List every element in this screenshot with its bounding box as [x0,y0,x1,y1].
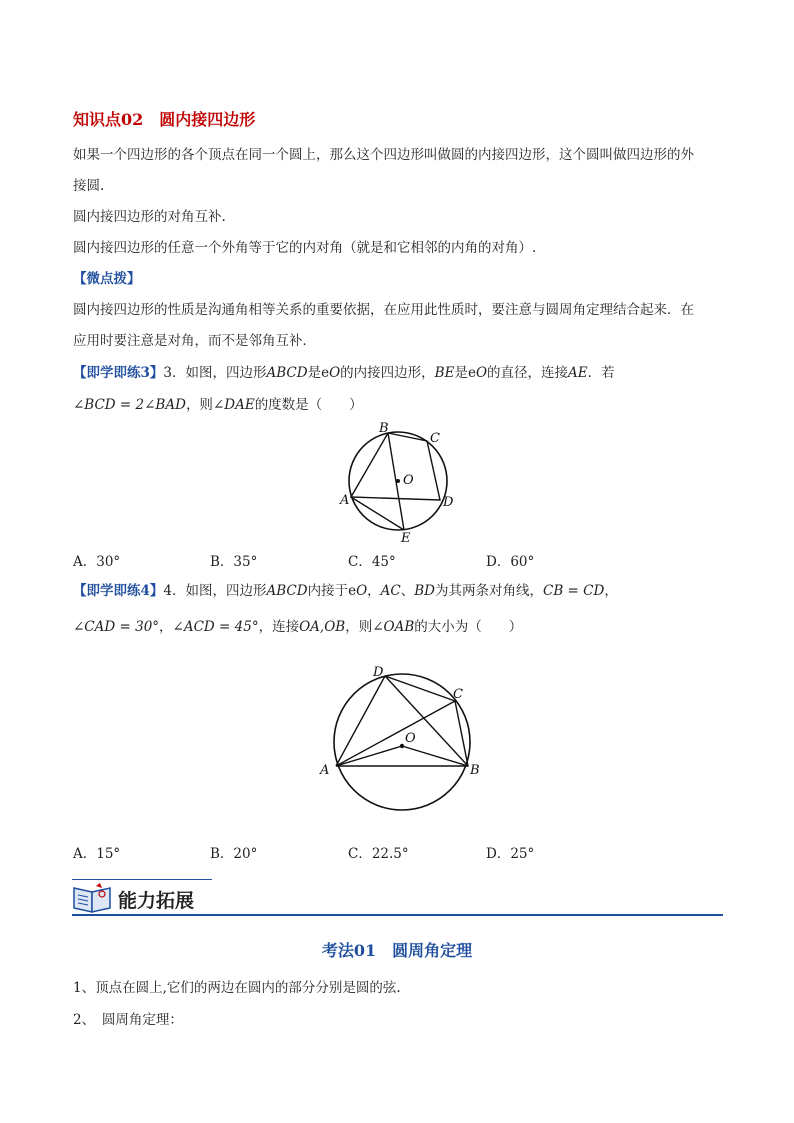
figure-3-label-c: C [430,431,440,446]
circle-symbol: e [321,365,330,381]
circle-symbol: e [467,365,476,381]
exercise-4-segments: OA,OB [299,619,346,635]
figure-4-center [400,744,404,748]
exercise-3-text: 的直径，连接 [487,365,569,381]
method-item-2: 2、 圆周角定理： [73,1012,183,1028]
exercise-4-text: ，则 [345,619,373,635]
tip-line-1: 圆内接四边形的性质是沟通角相等关系的重要依据，在应用此性质时，要注意与圆周角定理结合起来．在 [73,302,694,318]
exercise-4-figure [315,660,485,820]
exercise-3-text: 是 [454,365,468,381]
exercise-3-line-2 [73,396,363,414]
exercise-3-figure [335,418,465,543]
exercise-3-option-c[interactable]: C．45° [348,554,396,570]
exercise-3-ae: AE [568,365,588,381]
tip-line-2: 应用时要注意是对角，而不是邻角互补． [73,333,316,349]
exercise-4-text: 的大小为（ ） [414,619,523,635]
exercise-3-text: 是 [307,365,322,381]
banner-title: 能力拓展 [118,890,195,912]
exercise-4-option-a[interactable]: A．15° [73,846,121,862]
figure-4-label-b: B [470,763,480,778]
exercise-3-option-d[interactable]: D．60° [486,554,535,570]
exercise-3-tag: 【即学即练3】 [73,365,164,381]
exercise-3-option-b[interactable]: B．35° [210,554,258,570]
banner-rule [72,914,723,916]
figure-4-label-c: C [453,687,463,702]
exercise-3-text: ，则 [185,397,213,413]
banner-top-rule [72,879,212,880]
circle-symbol: e [348,583,357,599]
section-title: 知识点02 圆内接四边形 [73,110,256,129]
exercise-4-ac: AC [380,583,401,599]
figure-3-diameter-be [388,433,404,530]
exercise-4-o: O [356,583,368,599]
exercise-4-option-b[interactable]: B．20° [210,846,258,862]
definition-line-4: 圆内接四边形的任意一个外角等于它的内对角（就是和它相邻的内角的对角）. [73,240,537,256]
exercise-3-text: 的度数是（ ） [254,397,363,413]
figure-3-label-e: E [401,531,411,543]
method-item-1: 1、顶点在圆上,它们的两边在圆内的部分分别是圆的弦. [73,980,401,996]
figure-3-label-b: B [379,421,389,436]
exercise-3-option-a[interactable]: A．30° [73,554,121,570]
exercise-4-target-angle: ∠OAB [372,619,415,635]
exercise-4-text: 为其两条对角线， [435,583,543,599]
exercise-4-condition-2: ∠CAD = 30° [73,619,160,635]
exercise-4-option-d[interactable]: D．25° [486,846,535,862]
exercise-3-target-angle: ∠DAE [212,397,255,413]
method-title: 考法01 圆周角定理 [321,941,473,960]
exercise-4-text: ， [604,583,618,599]
figure-3-center [396,479,400,483]
figure-4-label-o: O [405,731,416,746]
definition-line-3: 圆内接四边形的对角互补. [73,209,226,225]
exercise-4-text: ， [367,583,381,599]
exercise-3-text: 的内接四边形， [340,365,435,381]
figure-4-label-a: A [320,763,330,778]
exercise-4-text: ，连接 [258,619,300,635]
exercise-4-line-2 [73,618,522,636]
exercise-3-o: O [329,365,341,381]
exercise-3-be: BE [434,365,455,381]
figure-3-label-o: O [403,473,414,488]
exercise-4-option-c[interactable]: C．22.5° [348,846,409,862]
definition-line-2: 接圆. [73,178,105,194]
exercise-3-condition: ∠BCD = 2∠BAD [73,397,186,413]
exercise-3-o: O [475,365,488,381]
exercise-4-tag: 【即学即练4】 [73,583,164,599]
book-icon [72,882,114,914]
exercise-4-bd: BD [414,583,435,599]
exercise-4-text: 、 [400,583,415,599]
exercise-3-line-1 [73,364,615,382]
exercise-3-abcd: ABCD [266,365,308,381]
exercise-4-condition-3: ∠ACD = 45° [172,619,259,635]
exercise-4-text: 4．如图，四边形 [163,583,267,599]
tip-label: 【微点拨】 [73,271,141,287]
exercise-4-line-1 [73,582,618,600]
exercise-3-text: 3．如图，四边形 [163,365,267,381]
exercise-4-condition-1: CB = CD [543,583,605,599]
exercise-4-text: 内接于 [307,583,349,599]
figure-4-quadrilateral [336,676,468,766]
exercise-4-text: ， [159,619,173,635]
exercise-3-text: ．若 [587,365,615,381]
figure-4-label-d: D [373,665,384,680]
exercise-4-abcd: ABCD [266,583,308,599]
figure-3-quadrilateral [351,433,440,500]
definition-line-1: 如果一个四边形的各个顶点在同一个圆上，那么这个四边形叫做圆的内接四边形，这个圆叫做四边形的外 [73,147,694,163]
figure-3-label-a: A [340,493,350,508]
figure-3-label-d: D [443,495,454,510]
